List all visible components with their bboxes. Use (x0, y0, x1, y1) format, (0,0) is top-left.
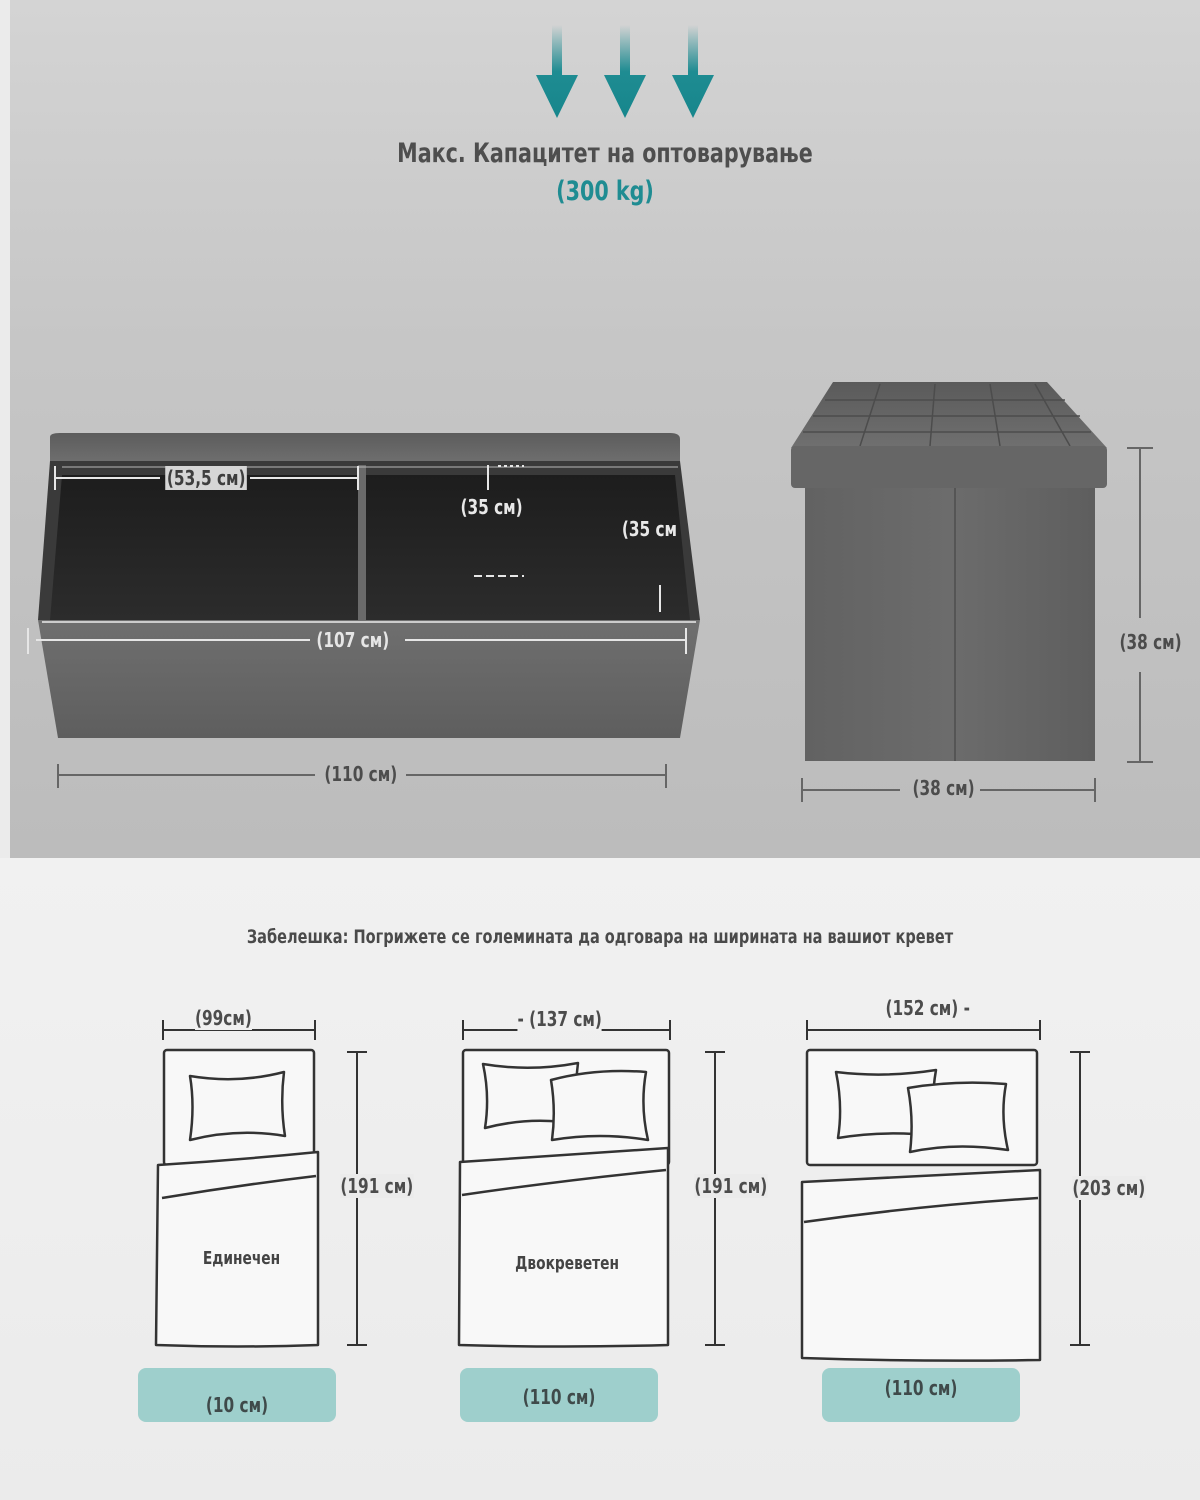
bed1-length-label: (191 см) (340, 1174, 414, 1198)
single-bed-icon (164, 1050, 314, 1165)
bed3-length-label: (203 см) (1072, 1176, 1146, 1200)
bed1-type-label: Единечен (202, 1248, 281, 1269)
inner-length-label: (107 см) (316, 628, 390, 652)
bed1-width-label: (99см) (195, 1006, 252, 1030)
side-width-label: (38 см) (912, 776, 975, 800)
bed2-width-label: - (137 см) (517, 1007, 602, 1031)
outer-length-label: (110 см) (324, 762, 398, 786)
bed3-width-label: (152 см) - (885, 996, 970, 1020)
bed1-bench-badge (138, 1368, 336, 1422)
capacity-value: (300 kg) (556, 176, 654, 207)
compartment-width-label: (53,5 см) (166, 466, 246, 490)
side-height-label: (38 см) (1119, 630, 1182, 654)
bed2-bench-label: (110 см) (522, 1385, 596, 1409)
bed2-type-label: Двокреветен (515, 1253, 620, 1274)
bed1-bench-label: (10 см) (205, 1393, 269, 1417)
bed2-length-label: (191 см) (694, 1174, 768, 1198)
note-text: Забелешка: Погрижете се големината да одговара на ширината на вашиот кревет (246, 926, 954, 948)
bed3-bench-label: (110 см) (884, 1376, 958, 1400)
compartment-depth-label: (35 см) (460, 495, 523, 519)
compartment-height-label: (35 см (621, 517, 678, 541)
bed2-bench-badge (460, 1368, 658, 1422)
bed3-bench-badge (822, 1368, 1020, 1422)
page-title: Макс. Капацитет на оптоварување (397, 138, 813, 169)
